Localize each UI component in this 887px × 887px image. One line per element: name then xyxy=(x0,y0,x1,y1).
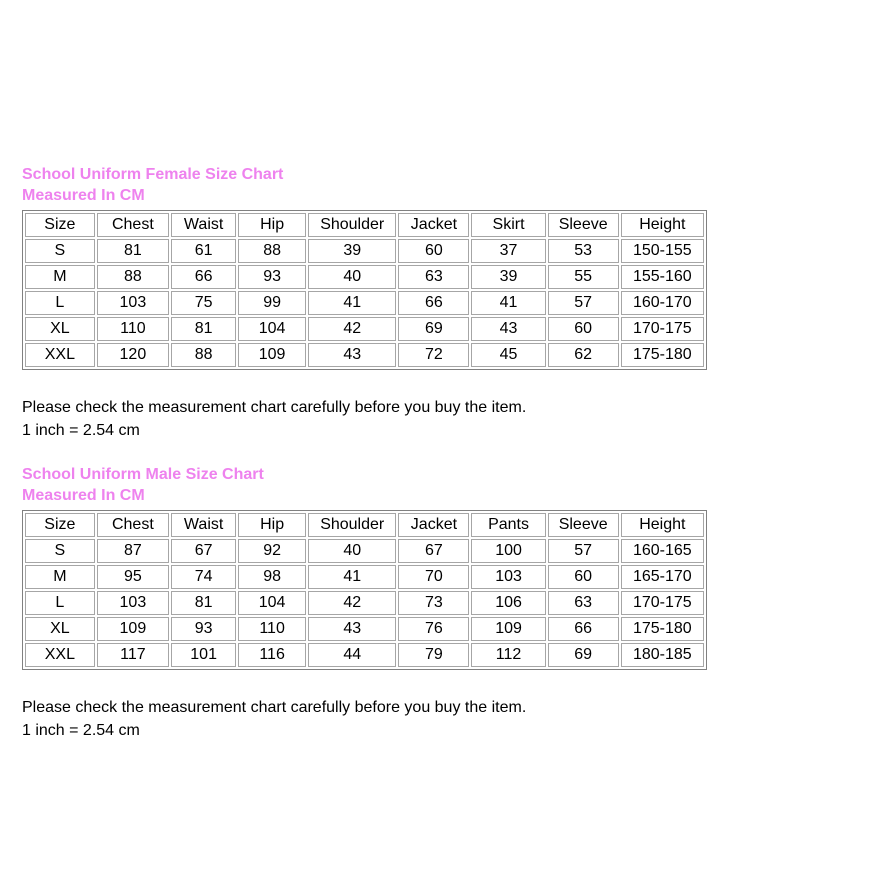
table-row xyxy=(25,265,704,289)
table-cell: 110 xyxy=(97,317,169,341)
table-cell: 92 xyxy=(238,539,306,563)
female-chart-title: School Uniform Female Size Chart xyxy=(22,166,284,183)
column-header: Size xyxy=(25,513,95,537)
table-cell: 72 xyxy=(398,343,469,367)
table-cell: 160-165 xyxy=(621,539,704,563)
table-cell: 117 xyxy=(97,643,169,667)
table-cell: 155-160 xyxy=(621,265,704,289)
male-chart-heading-block xyxy=(22,464,865,506)
table-row xyxy=(25,343,704,367)
table-cell: L xyxy=(25,291,95,315)
table-cell: 69 xyxy=(398,317,469,341)
measurement-note: Please check the measurement chart carefully before you buy the item. xyxy=(22,699,527,716)
table-cell: 73 xyxy=(398,591,469,615)
table-cell: 112 xyxy=(471,643,545,667)
table-cell: 62 xyxy=(548,343,619,367)
table-cell: 110 xyxy=(238,617,306,641)
column-header: Chest xyxy=(97,213,169,237)
table-cell: 67 xyxy=(398,539,469,563)
table-cell: XXL xyxy=(25,643,95,667)
table-cell: 74 xyxy=(171,565,236,589)
table-cell: 66 xyxy=(171,265,236,289)
table-cell: 41 xyxy=(308,565,396,589)
female-size-table xyxy=(22,210,707,370)
column-header: Size xyxy=(25,213,95,237)
table-cell: 88 xyxy=(238,239,306,263)
column-header: Shoulder xyxy=(308,513,396,537)
table-cell: 45 xyxy=(471,343,545,367)
table-cell: 53 xyxy=(548,239,619,263)
table-cell: 81 xyxy=(171,591,236,615)
table-cell: 42 xyxy=(308,317,396,341)
column-header: Waist xyxy=(171,213,236,237)
table-cell: 88 xyxy=(171,343,236,367)
table-cell: 88 xyxy=(97,265,169,289)
table-cell: 40 xyxy=(308,539,396,563)
table-row xyxy=(25,591,704,615)
table-row xyxy=(25,643,704,667)
table-cell: 103 xyxy=(471,565,545,589)
table-cell: 60 xyxy=(398,239,469,263)
table-cell: 57 xyxy=(548,291,619,315)
column-header: Hip xyxy=(238,513,306,537)
table-cell: 37 xyxy=(471,239,545,263)
table-cell: 99 xyxy=(238,291,306,315)
table-cell: 61 xyxy=(171,239,236,263)
column-header: Chest xyxy=(97,513,169,537)
table-cell: 39 xyxy=(308,239,396,263)
table-cell: 175-180 xyxy=(621,617,704,641)
table-cell: 104 xyxy=(238,317,306,341)
table-cell: 81 xyxy=(97,239,169,263)
table-cell: XL xyxy=(25,617,95,641)
table-cell: 44 xyxy=(308,643,396,667)
table-cell: 40 xyxy=(308,265,396,289)
inch-conversion-note: 1 inch = 2.54 cm xyxy=(22,422,140,439)
column-header: Jacket xyxy=(398,213,469,237)
male-size-table xyxy=(22,510,707,670)
table-cell: 180-185 xyxy=(621,643,704,667)
table-row xyxy=(25,539,704,563)
table-cell: 93 xyxy=(171,617,236,641)
table-cell: 160-170 xyxy=(621,291,704,315)
table-cell: 170-175 xyxy=(621,317,704,341)
column-header: Sleeve xyxy=(548,213,619,237)
table-row xyxy=(25,317,704,341)
table-cell: 42 xyxy=(308,591,396,615)
table-cell: M xyxy=(25,265,95,289)
table-cell: 150-155 xyxy=(621,239,704,263)
column-header: Height xyxy=(621,513,704,537)
table-row xyxy=(25,617,704,641)
male-chart-title: School Uniform Male Size Chart xyxy=(22,466,264,483)
table-cell: S xyxy=(25,239,95,263)
column-header: Height xyxy=(621,213,704,237)
table-cell: 106 xyxy=(471,591,545,615)
table-cell: 70 xyxy=(398,565,469,589)
column-header: Shoulder xyxy=(308,213,396,237)
table-cell: 116 xyxy=(238,643,306,667)
table-cell: L xyxy=(25,591,95,615)
table-cell: XXL xyxy=(25,343,95,367)
table-cell: 63 xyxy=(548,591,619,615)
table-cell: 109 xyxy=(238,343,306,367)
inch-conversion-note: 1 inch = 2.54 cm xyxy=(22,722,140,739)
column-header: Sleeve xyxy=(548,513,619,537)
table-cell: 93 xyxy=(238,265,306,289)
table-cell: M xyxy=(25,565,95,589)
table-row xyxy=(25,291,704,315)
table-cell: 95 xyxy=(97,565,169,589)
table-cell: 66 xyxy=(548,617,619,641)
table-cell: 81 xyxy=(171,317,236,341)
table-header-row xyxy=(25,213,704,237)
table-cell: XL xyxy=(25,317,95,341)
table-header-row xyxy=(25,513,704,537)
table-cell: 76 xyxy=(398,617,469,641)
table-cell: 101 xyxy=(171,643,236,667)
table-cell: 41 xyxy=(471,291,545,315)
table-row xyxy=(25,565,704,589)
table-cell: 165-170 xyxy=(621,565,704,589)
table-cell: 60 xyxy=(548,565,619,589)
male-chart-subtitle: Measured In CM xyxy=(22,487,145,504)
table-cell: 103 xyxy=(97,591,169,615)
table-cell: 120 xyxy=(97,343,169,367)
table-cell: 43 xyxy=(308,617,396,641)
table-cell: 175-180 xyxy=(621,343,704,367)
table-cell: 43 xyxy=(308,343,396,367)
table-cell: 63 xyxy=(398,265,469,289)
female-size-chart-section xyxy=(22,164,865,442)
column-header: Skirt xyxy=(471,213,545,237)
table-cell: 43 xyxy=(471,317,545,341)
table-cell: 100 xyxy=(471,539,545,563)
table-cell: 109 xyxy=(97,617,169,641)
table-cell: 170-175 xyxy=(621,591,704,615)
table-cell: 67 xyxy=(171,539,236,563)
female-chart-subtitle: Measured In CM xyxy=(22,187,145,204)
table-cell: 66 xyxy=(398,291,469,315)
column-header: Jacket xyxy=(398,513,469,537)
measurement-note: Please check the measurement chart carefully before you buy the item. xyxy=(22,399,527,416)
male-size-chart-section xyxy=(22,464,865,742)
table-cell: S xyxy=(25,539,95,563)
table-cell: 103 xyxy=(97,291,169,315)
female-chart-heading-block xyxy=(22,164,865,206)
table-cell: 104 xyxy=(238,591,306,615)
table-cell: 39 xyxy=(471,265,545,289)
table-cell: 41 xyxy=(308,291,396,315)
column-header: Pants xyxy=(471,513,545,537)
table-cell: 87 xyxy=(97,539,169,563)
table-cell: 60 xyxy=(548,317,619,341)
table-row xyxy=(25,239,704,263)
table-cell: 57 xyxy=(548,539,619,563)
table-cell: 55 xyxy=(548,265,619,289)
table-cell: 98 xyxy=(238,565,306,589)
table-cell: 109 xyxy=(471,617,545,641)
table-cell: 69 xyxy=(548,643,619,667)
table-cell: 79 xyxy=(398,643,469,667)
column-header: Waist xyxy=(171,513,236,537)
column-header: Hip xyxy=(238,213,306,237)
table-cell: 75 xyxy=(171,291,236,315)
